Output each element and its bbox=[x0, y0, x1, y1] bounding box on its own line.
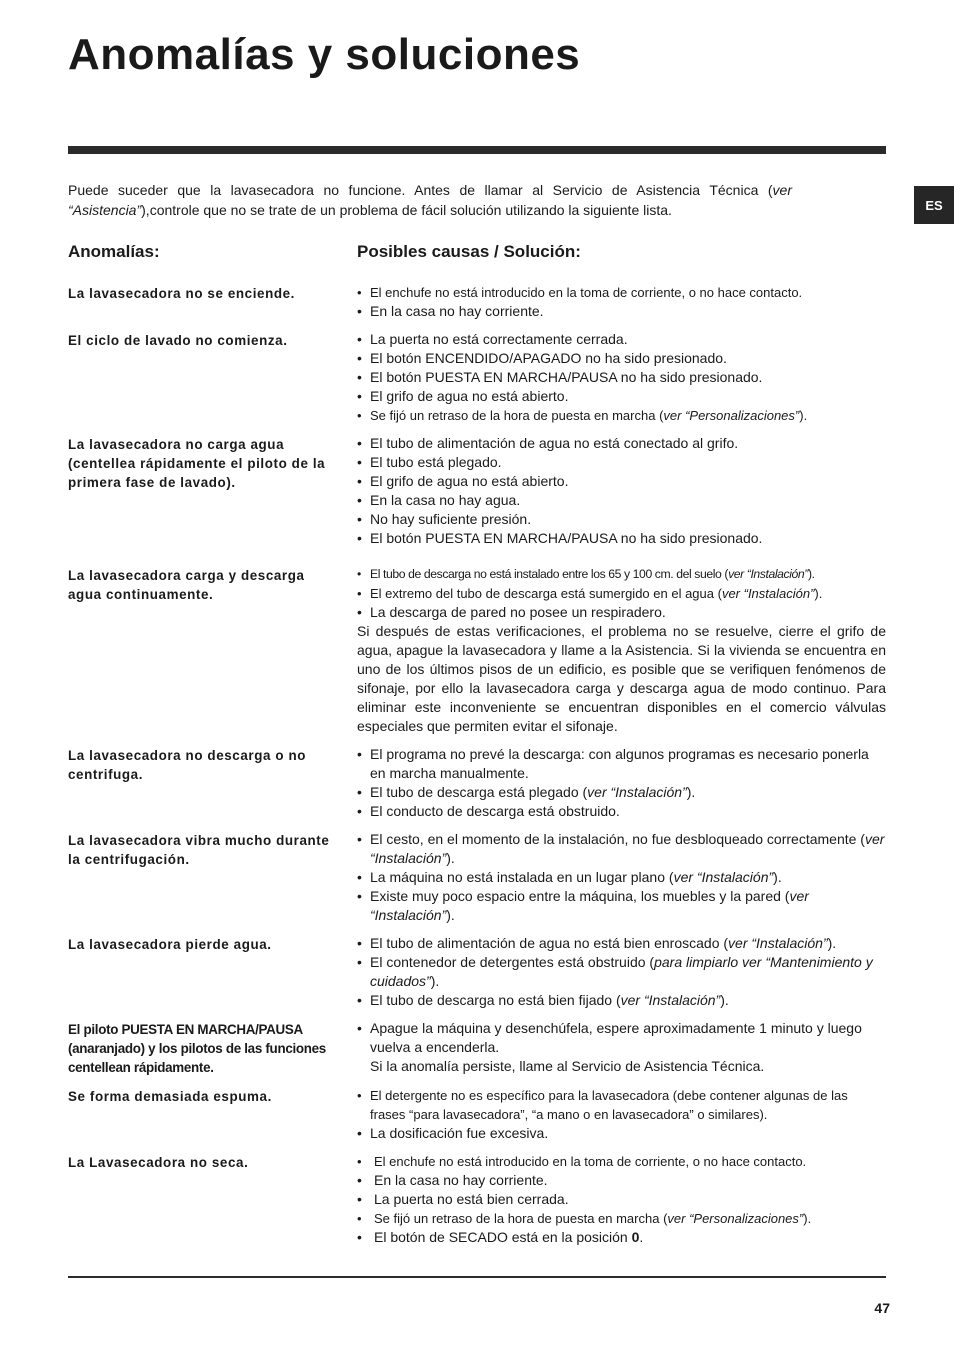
solution-text: El tubo de alimentación de agua no está conectado al grifo. bbox=[370, 435, 739, 451]
section-reference: ver “Instalación” bbox=[721, 586, 815, 601]
section-reference: ver “Personalizaciones” bbox=[667, 1211, 804, 1226]
solution-text-end: ). bbox=[827, 935, 837, 951]
solution-item bbox=[357, 453, 886, 472]
problem-label: La lavasecadora vibra mucho durante la centrifugación. bbox=[68, 833, 330, 867]
intro-text-part: Puede suceder que la lavasecadora no funcione. Antes de llamar al Servicio de Asistencia Técnica ( bbox=[68, 182, 773, 198]
solution-text-end: ). bbox=[686, 784, 696, 800]
table-row bbox=[68, 934, 886, 1010]
table-row bbox=[68, 330, 886, 425]
solution-cell bbox=[357, 330, 886, 425]
solution-item bbox=[357, 584, 886, 603]
solution-item bbox=[357, 472, 886, 491]
page-title: Anomalías y soluciones bbox=[68, 30, 581, 79]
solution-item bbox=[357, 1086, 886, 1124]
solution-text: El tubo de descarga no está instalado entre los 65 y 100 cm. del suelo ( bbox=[370, 567, 729, 581]
solution-text-end: ). bbox=[807, 567, 815, 581]
problem-label: El ciclo de lavado no comienza. bbox=[68, 333, 288, 348]
solution-list bbox=[357, 1152, 886, 1247]
solution-cell bbox=[357, 565, 886, 736]
position-value: 0 bbox=[631, 1229, 640, 1245]
section-reference: ver “Instalación” bbox=[587, 784, 687, 800]
troubleshooting-table bbox=[68, 283, 886, 1247]
solution-item bbox=[357, 368, 886, 387]
solution-text: La puerta no está correctamente cerrada. bbox=[370, 331, 628, 347]
solution-item bbox=[357, 802, 886, 821]
solution-item bbox=[357, 302, 886, 321]
solution-text-end: ). bbox=[803, 1211, 812, 1226]
solution-item bbox=[357, 953, 886, 991]
solution-item bbox=[357, 603, 886, 622]
solution-item bbox=[357, 1190, 886, 1209]
problem-label: La lavasecadora pierde agua. bbox=[68, 937, 272, 952]
solution-item bbox=[357, 434, 886, 453]
solution-list bbox=[357, 745, 886, 821]
solution-text-end: ). bbox=[720, 992, 729, 1008]
solution-text: En la casa no hay agua. bbox=[370, 492, 521, 508]
solution-text: La máquina no está instalada en un lugar plano ( bbox=[370, 869, 674, 885]
solution-text: El botón PUESTA EN MARCHA/PAUSA no ha sido presionado. bbox=[370, 530, 763, 546]
solution-item bbox=[357, 349, 886, 368]
solution-item bbox=[357, 1228, 886, 1247]
table-row bbox=[68, 434, 886, 548]
solution-text: Se fijó un retraso de la hora de puesta en marcha ( bbox=[370, 408, 664, 423]
solution-item bbox=[357, 830, 886, 868]
solution-item bbox=[357, 1152, 886, 1171]
solution-text: El botón PUESTA EN MARCHA/PAUSA no ha sido presionado. bbox=[370, 369, 763, 385]
solution-item bbox=[357, 1124, 886, 1143]
solution-cell bbox=[357, 1086, 886, 1143]
problem-label: El piloto PUESTA EN MARCHA/PAUSA (anaranjado) y los pilotos de las funciones centellean rápidamente. bbox=[68, 1022, 326, 1075]
solution-item bbox=[357, 283, 886, 302]
solution-text: El detergente no es específico para la lavasecadora (debe contener algunas de las frases “para lavasecadora”, “a mano o en lavasecadora” o similares). bbox=[370, 1088, 848, 1122]
solution-list bbox=[357, 565, 886, 622]
solution-text: El tubo de descarga no está bien fijado ( bbox=[370, 992, 621, 1008]
section-reference: ver “Personalizaciones” bbox=[663, 408, 800, 423]
solution-text: El grifo de agua no está abierto. bbox=[370, 473, 569, 489]
solution-item bbox=[357, 1171, 886, 1190]
solution-text: El grifo de agua no está abierto. bbox=[370, 388, 569, 404]
table-row bbox=[68, 565, 886, 736]
section-reference: para limpiarlo ver “Mantenimiento y cuidados” bbox=[370, 954, 873, 989]
table-row bbox=[68, 1152, 886, 1247]
solution-item bbox=[357, 510, 886, 529]
solution-text-end: ). bbox=[814, 586, 823, 601]
problem-label: La lavasecadora carga y descarga agua continuamente. bbox=[68, 568, 305, 602]
solution-cell bbox=[357, 934, 886, 1010]
solution-list bbox=[357, 330, 886, 425]
solution-text: El enchufe no está introducido en la toma de corriente, o no hace contacto. bbox=[374, 1154, 807, 1169]
intro-text-part: ),controle que no se trate de un problema de fácil solución utilizando la siguiente lista. bbox=[141, 202, 672, 218]
solution-continuation: Si la anomalía persiste, llame al Servicio de Asistencia Técnica. bbox=[370, 1058, 765, 1074]
solution-text: No hay suficiente presión. bbox=[370, 511, 532, 527]
problem-label: La lavasecadora no carga agua (centellea rápidamente el piloto de la primera fase de lavado). bbox=[68, 437, 326, 490]
solution-item bbox=[357, 491, 886, 510]
solution-text-end: ). bbox=[430, 973, 440, 989]
solution-cell bbox=[357, 434, 886, 548]
table-row bbox=[68, 745, 886, 821]
page-number: 47 bbox=[874, 1300, 890, 1316]
table-row bbox=[68, 830, 886, 925]
solution-text: El conducto de descarga está obstruido. bbox=[370, 803, 620, 819]
solution-text: El tubo de descarga está plegado ( bbox=[370, 784, 588, 800]
solution-text: La puerta no está bien cerrada. bbox=[374, 1191, 569, 1207]
section-reference: ver “Instalación” bbox=[673, 869, 774, 885]
solution-item bbox=[357, 934, 886, 953]
solution-text-end: . bbox=[639, 1229, 644, 1245]
solution-note: Si después de estas verificaciones, el problema no se resuelve, cierre el grifo de agua, apague la lavasecadora y llame a la Asistencia. Si la vivienda se encuentra en uno de los últimos pisos de un edificio, es posible que se verifiquen fenómenos de sifonaje, por ello la lavasecadora carga y descarga agua de modo continuo. Para eliminar este inconveniente se encuentran disponibles en el comercio válvulas especiales que permiten evitar el sifonaje. bbox=[357, 623, 886, 734]
solution-text: Existe muy poco espacio entre la máquina, los muebles y la pared ( bbox=[370, 888, 790, 904]
solution-text: El enchufe no está introducido en la toma de corriente, o no hace contacto. bbox=[370, 285, 803, 300]
solutions-heading: Posibles causas / Solución: bbox=[357, 242, 581, 261]
solution-text: Apague la máquina y desenchúfela, espere aproximadamente 1 minuto y luego vuelva a encenderla. bbox=[370, 1020, 862, 1055]
intro-text bbox=[68, 180, 792, 220]
section-reference: ver “Instalación” bbox=[620, 992, 721, 1008]
solution-cell bbox=[357, 1019, 886, 1076]
solution-list bbox=[357, 1086, 886, 1143]
solution-cell bbox=[357, 1152, 886, 1247]
solution-cell bbox=[357, 283, 886, 321]
solution-list bbox=[357, 934, 886, 1010]
language-tab: ES bbox=[914, 186, 954, 224]
solution-item bbox=[357, 1019, 886, 1057]
solution-text-end: ). bbox=[799, 408, 808, 423]
section-reference: ver “Instalación” bbox=[370, 888, 809, 923]
solution-list bbox=[357, 434, 886, 548]
solution-text: El botón de SECADO está en la posición bbox=[374, 1229, 632, 1245]
solution-item bbox=[357, 406, 886, 425]
section-reference: ver “Instalación” bbox=[728, 567, 808, 581]
solution-item bbox=[357, 330, 886, 349]
solution-cell bbox=[357, 830, 886, 925]
solution-item bbox=[357, 745, 886, 783]
solution-list bbox=[357, 830, 886, 925]
title-divider bbox=[68, 146, 886, 154]
solution-cell bbox=[357, 745, 886, 821]
solution-text: En la casa no hay corriente. bbox=[374, 1172, 548, 1188]
table-row bbox=[68, 1086, 886, 1143]
intro-reference: ver “Asistencia” bbox=[68, 182, 792, 218]
problem-label: La lavasecadora no se enciende. bbox=[68, 286, 295, 301]
problem-label: La lavasecadora no descarga o no centrifuga. bbox=[68, 748, 307, 782]
section-reference: ver “Instalación” bbox=[728, 935, 828, 951]
solution-text: El extremo del tubo de descarga está sumergido en el agua ( bbox=[370, 586, 722, 601]
solution-item bbox=[357, 991, 886, 1010]
problem-label: Se forma demasiada espuma. bbox=[68, 1089, 272, 1104]
solution-text: En la casa no hay corriente. bbox=[370, 303, 544, 319]
solution-list bbox=[357, 1019, 886, 1057]
section-reference: ver “Instalación” bbox=[370, 831, 885, 866]
solution-text-end: ). bbox=[773, 869, 782, 885]
solution-item bbox=[357, 868, 886, 887]
solution-item bbox=[357, 565, 886, 584]
problems-heading: Anomalías: bbox=[68, 242, 160, 261]
solution-text: El programa no prevé la descarga: con algunos programas es necesario ponerla en marcha manualmente. bbox=[370, 746, 869, 781]
solution-text: Se fijó un retraso de la hora de puesta en marcha ( bbox=[374, 1211, 668, 1226]
solution-item bbox=[357, 529, 886, 548]
solution-text-end: ). bbox=[446, 907, 455, 923]
solution-list bbox=[357, 283, 886, 321]
table-row bbox=[68, 1019, 886, 1077]
solution-text: El tubo de alimentación de agua no está bien enroscado ( bbox=[370, 935, 729, 951]
solution-text: El botón ENCENDIDO/APAGADO no ha sido presionado. bbox=[370, 350, 727, 366]
solution-text: La dosificación fue excesiva. bbox=[370, 1125, 549, 1141]
solution-text-end: ). bbox=[446, 850, 455, 866]
solution-item bbox=[357, 783, 886, 802]
problem-label: La Lavasecadora no seca. bbox=[68, 1155, 249, 1170]
solution-item bbox=[357, 1209, 886, 1228]
solution-item bbox=[357, 887, 886, 925]
solution-text: La descarga de pared no posee un respiradero. bbox=[370, 604, 666, 620]
solution-text: El contenedor de detergentes está obstruido ( bbox=[370, 954, 655, 970]
footer-divider bbox=[68, 1276, 886, 1278]
solution-item bbox=[357, 387, 886, 406]
solution-text: El tubo está plegado. bbox=[370, 454, 502, 470]
table-row bbox=[68, 283, 886, 321]
solution-text: El cesto, en el momento de la instalación, no fue desbloqueado correctamente ( bbox=[370, 831, 865, 847]
